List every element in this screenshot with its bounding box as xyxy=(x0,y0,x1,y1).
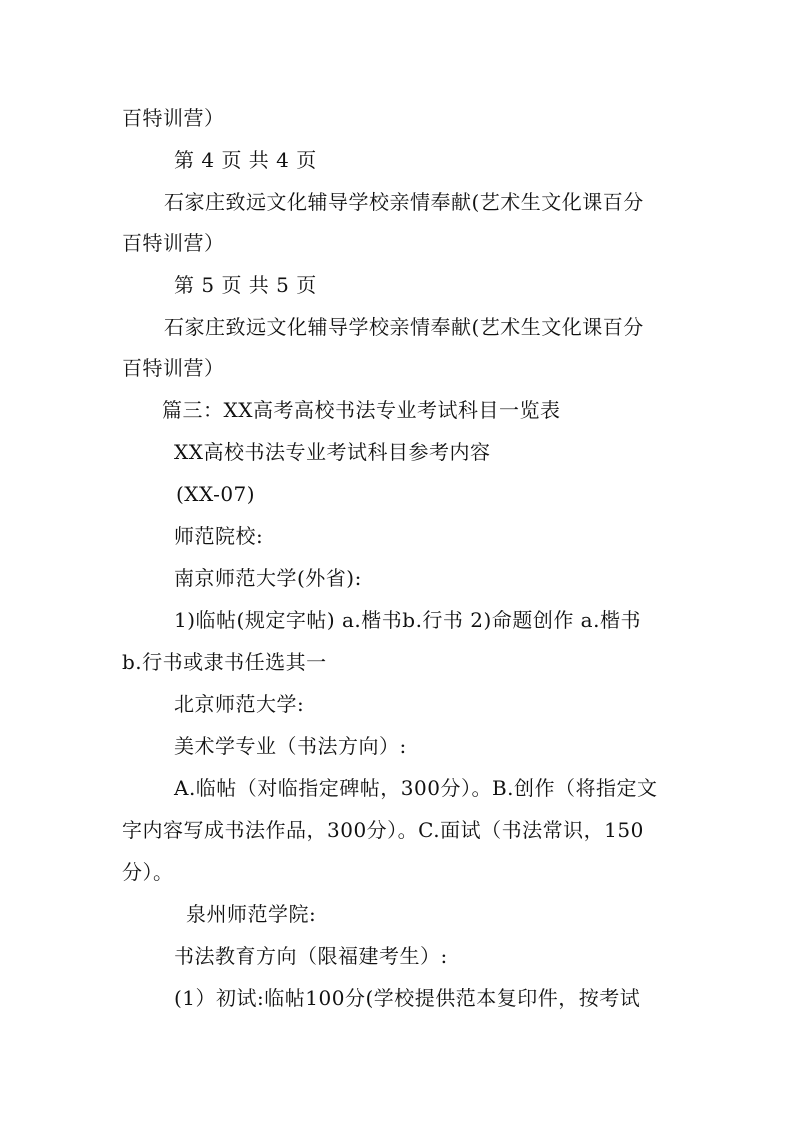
text-line: 美术学专业（书法方向）: xyxy=(174,734,407,758)
text-line: 百特训营） xyxy=(122,106,225,130)
text-line: 石家庄致远文化辅导学校亲情奉献(艺术生文化课百分 xyxy=(164,190,644,214)
text-line: 百特训营） xyxy=(122,356,225,380)
text-line: 百特训营） xyxy=(122,231,225,255)
text-line: 泉州师范学院: xyxy=(186,902,317,926)
text-line: 分）。 xyxy=(122,860,174,884)
text-line: 北京师范大学: xyxy=(174,692,305,716)
text-line: A.临帖（对临指定碑帖，300分）。B.创作（将指定文 xyxy=(174,776,658,800)
page-number-line: 第 5 页 共 5 页 xyxy=(174,273,317,297)
page-number-line: 第 4 页 共 4 页 xyxy=(174,148,317,172)
text-line: 师范院校: xyxy=(174,524,264,548)
date-line: (XX-07) xyxy=(176,482,256,506)
text-line: 字内容写成书法作品，300分）。C.面试（书法常识，150 xyxy=(122,818,644,842)
text-line: b.行书或隶书任选其一 xyxy=(122,650,327,674)
text-line: 南京师范大学(外省): xyxy=(174,566,362,590)
subheading: XX高校书法专业考试科目参考内容 xyxy=(174,440,491,464)
text-line: (1）初试:临帖100分(学校提供范本复印件，按考试 xyxy=(174,986,641,1010)
section-heading: 篇三：XX高考高校书法专业考试科目一览表 xyxy=(162,398,561,422)
text-line: 石家庄致远文化辅导学校亲情奉献(艺术生文化课百分 xyxy=(164,315,644,339)
text-line: 1)临帖(规定字帖) a.楷书b.行书 2)命题创作 a.楷书 xyxy=(174,608,641,632)
text-line: 书法教育方向（限福建考生）: xyxy=(174,944,448,968)
